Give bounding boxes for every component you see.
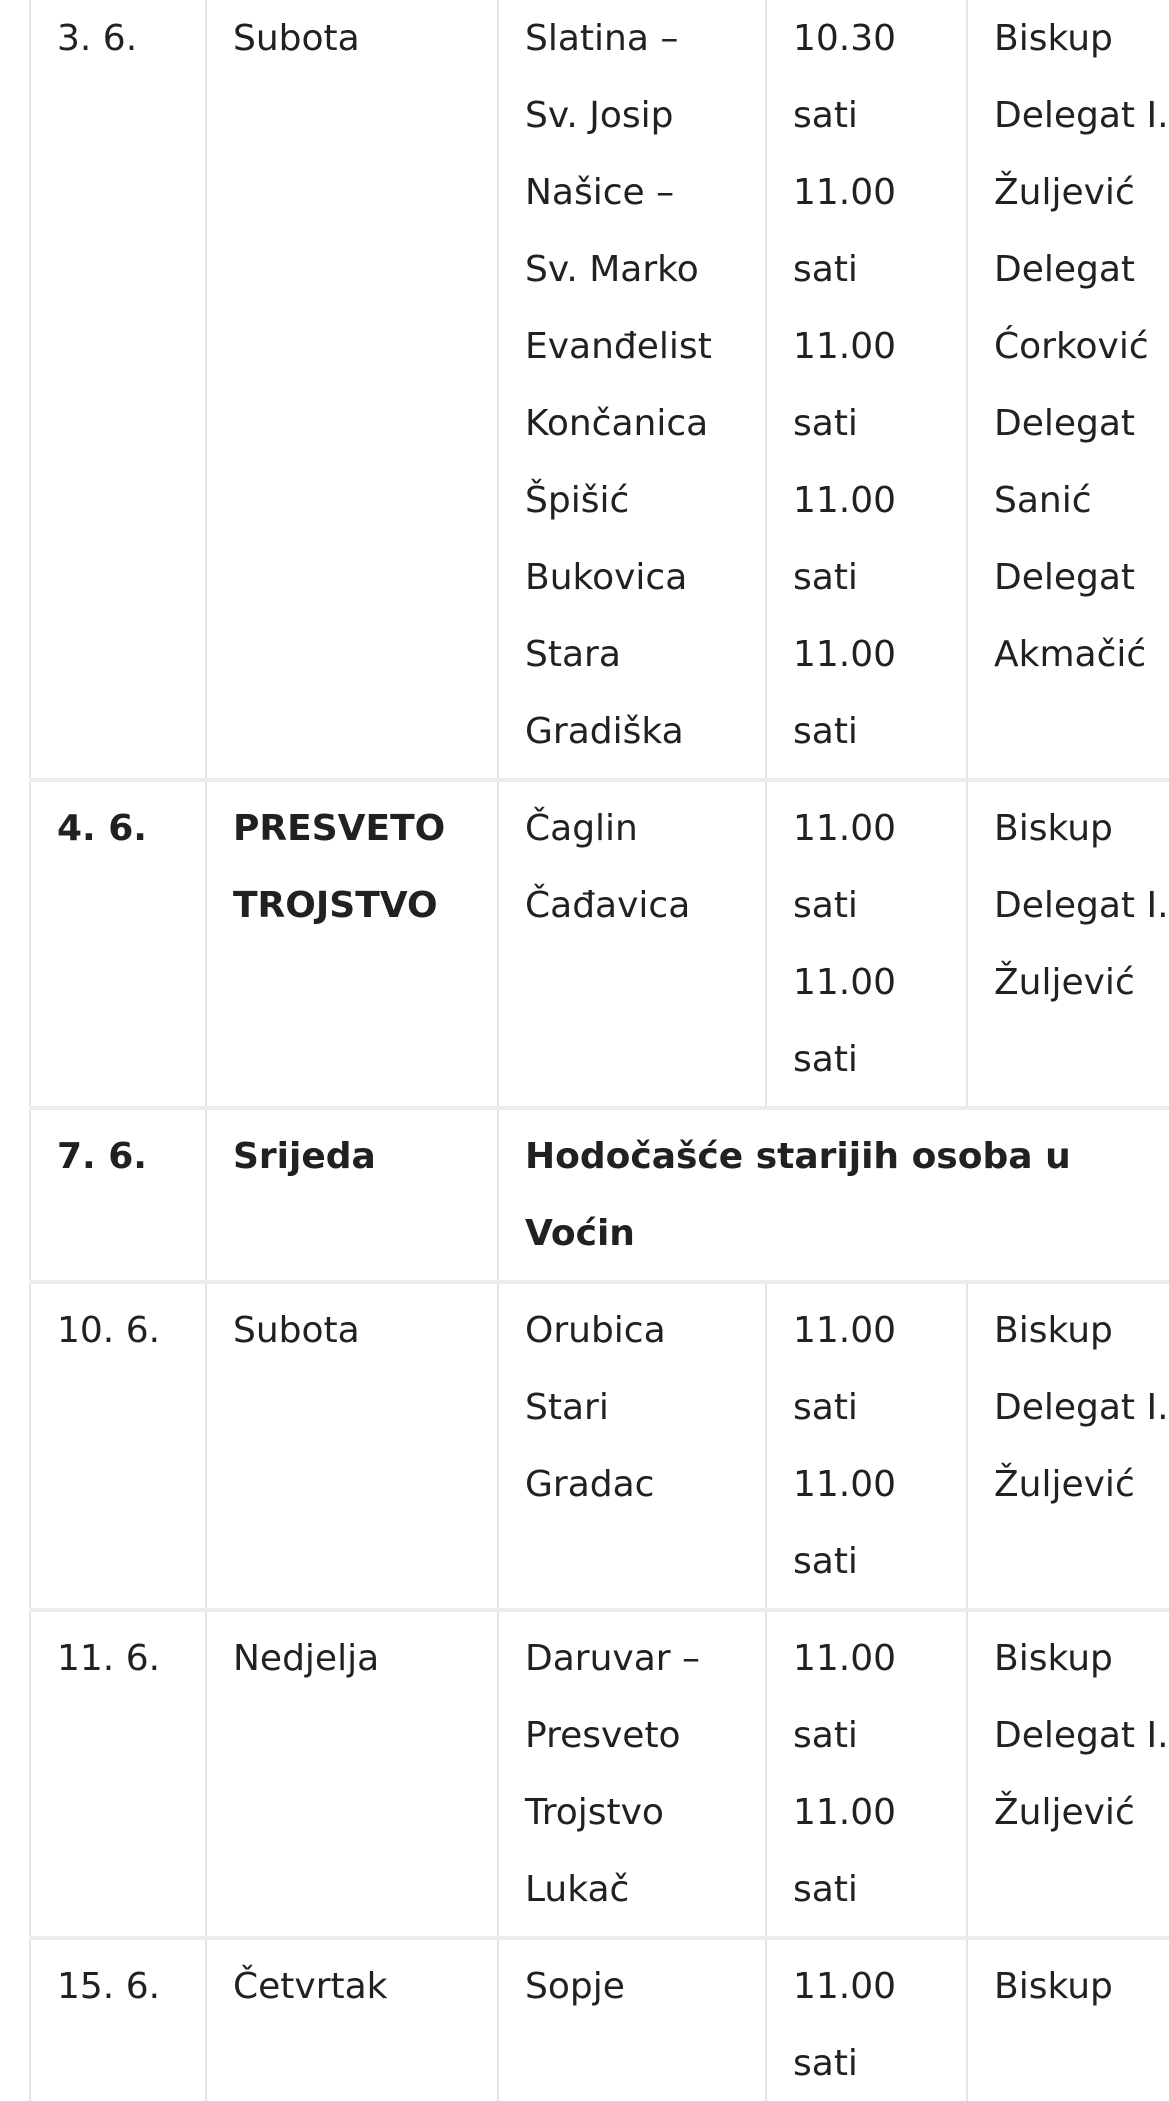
date-text: 4. 6.	[57, 808, 147, 849]
time-text: sati	[793, 885, 858, 926]
location-text: Gradac	[525, 1464, 655, 1505]
cell-day	[206, 780, 498, 1108]
cell-day	[206, 0, 498, 780]
celebrant-text: Biskup	[994, 1638, 1113, 1679]
celebrant-text: Žuljević	[994, 1792, 1135, 1833]
cell-date	[30, 1108, 206, 1282]
time-text: 11.00	[793, 634, 897, 675]
celebrant-text: Delegat	[994, 249, 1136, 290]
cell-day	[206, 1108, 498, 1282]
day-text: TROJSTVO	[233, 885, 438, 926]
location-text: Špišić	[525, 480, 630, 521]
cell-day	[206, 1282, 498, 1610]
location-text: Sopje	[525, 1966, 625, 2007]
time-text: sati	[793, 249, 858, 290]
date-text: 3. 6.	[57, 18, 138, 59]
celebrant-text: Delegat I.	[994, 95, 1169, 136]
cell-time	[766, 0, 967, 780]
cell-time	[766, 1610, 967, 1938]
location-text: Čađavica	[525, 885, 691, 926]
cell-celebrant	[967, 1282, 1169, 1610]
cell-celebrant	[967, 1938, 1169, 2101]
celebrant-text: Delegat I.	[994, 885, 1169, 926]
time-text: 11.00	[793, 1966, 897, 2007]
location-text: Sv. Josip	[525, 95, 674, 136]
cell-date	[30, 1610, 206, 1938]
location-text: Lukač	[525, 1869, 630, 1910]
day-text: PRESVETO	[233, 808, 446, 849]
table-row	[30, 0, 1169, 780]
celebrant-text: Žuljević	[994, 1464, 1135, 1505]
mass-schedule-table	[29, 0, 1169, 2101]
day-text: Četvrtak	[233, 1966, 388, 2007]
time-text: sati	[793, 711, 858, 752]
celebrant-text: Biskup	[994, 1310, 1113, 1351]
day-text: Subota	[233, 1310, 360, 1351]
location-text: Sv. Marko	[525, 249, 699, 290]
cell-date	[30, 0, 206, 780]
location-text: Končanica	[525, 403, 709, 444]
event-text: Hodočašće starijih osoba u	[525, 1136, 1071, 1177]
cell-time	[766, 1938, 967, 2101]
day-text: Subota	[233, 18, 360, 59]
celebrant-text: Akmačić	[994, 634, 1147, 675]
celebrant-text: Delegat I.	[994, 1715, 1169, 1756]
time-text: sati	[793, 2043, 858, 2084]
celebrant-text: Biskup	[994, 808, 1113, 849]
event-text: Voćin	[525, 1213, 635, 1254]
time-text: 11.00	[793, 962, 897, 1003]
time-text: 11.00	[793, 326, 897, 367]
table-row	[30, 1610, 1169, 1938]
time-text: 11.00	[793, 480, 897, 521]
day-text: Nedjelja	[233, 1638, 380, 1679]
time-text: sati	[793, 1387, 858, 1428]
time-text: sati	[793, 557, 858, 598]
cell-location	[498, 1282, 766, 1610]
time-text: sati	[793, 1869, 858, 1910]
cell-location	[498, 1938, 766, 2101]
location-text: Gradiška	[525, 711, 684, 752]
location-text: Našice –	[525, 172, 675, 213]
cell-day	[206, 1938, 498, 2101]
table-row	[30, 1108, 1169, 1282]
cell-location	[498, 780, 766, 1108]
day-text: Srijeda	[233, 1136, 376, 1177]
cell-celebrant	[967, 0, 1169, 780]
cell-celebrant	[967, 1610, 1169, 1938]
cell-date	[30, 1282, 206, 1610]
cell-location	[498, 0, 766, 780]
celebrant-text: Biskup	[994, 18, 1113, 59]
cell-date	[30, 1938, 206, 2101]
cell-time	[766, 1282, 967, 1610]
celebrant-text: Biskup	[994, 1966, 1113, 2007]
cell-event	[498, 1108, 1169, 1282]
celebrant-text: Delegat I.	[994, 1387, 1169, 1428]
date-text: 7. 6.	[57, 1136, 147, 1177]
time-text: sati	[793, 1715, 858, 1756]
time-text: sati	[793, 1541, 858, 1582]
location-text: Stara	[525, 634, 621, 675]
table-row	[30, 1938, 1169, 2101]
celebrant-text: Žuljević	[994, 962, 1135, 1003]
location-text: Čaglin	[525, 808, 638, 849]
celebrant-text: Delegat	[994, 403, 1136, 444]
table-row	[30, 1282, 1169, 1610]
location-text: Evanđelist	[525, 326, 712, 367]
celebrant-text: Žuljević	[994, 172, 1135, 213]
cell-date	[30, 780, 206, 1108]
table-row	[30, 780, 1169, 1108]
date-text: 10. 6.	[57, 1310, 161, 1351]
time-text: sati	[793, 403, 858, 444]
location-text: Trojstvo	[525, 1792, 664, 1833]
cell-day	[206, 1610, 498, 1938]
date-text: 11. 6.	[57, 1638, 161, 1679]
time-text: sati	[793, 1039, 858, 1080]
celebrant-text: Sanić	[994, 480, 1092, 521]
time-text: 11.00	[793, 1638, 897, 1679]
time-text: 11.00	[793, 1310, 897, 1351]
date-text: 15. 6.	[57, 1966, 161, 2007]
celebrant-text: Delegat	[994, 557, 1136, 598]
celebrant-text: Ćorković	[994, 326, 1149, 367]
location-text: Daruvar –	[525, 1638, 701, 1679]
time-text: 11.00	[793, 172, 897, 213]
cell-location	[498, 1610, 766, 1938]
schedule-table-body	[30, 0, 1169, 2101]
time-text: 11.00	[793, 1792, 897, 1833]
location-text: Stari	[525, 1387, 609, 1428]
location-text: Slatina –	[525, 18, 679, 59]
time-text: 11.00	[793, 808, 897, 849]
time-text: 11.00	[793, 1464, 897, 1505]
location-text: Presveto	[525, 1715, 681, 1756]
location-text: Bukovica	[525, 557, 688, 598]
time-text: sati	[793, 95, 858, 136]
cell-celebrant	[967, 780, 1169, 1108]
cell-time	[766, 780, 967, 1108]
location-text: Orubica	[525, 1310, 666, 1351]
time-text: 10.30	[793, 18, 897, 59]
